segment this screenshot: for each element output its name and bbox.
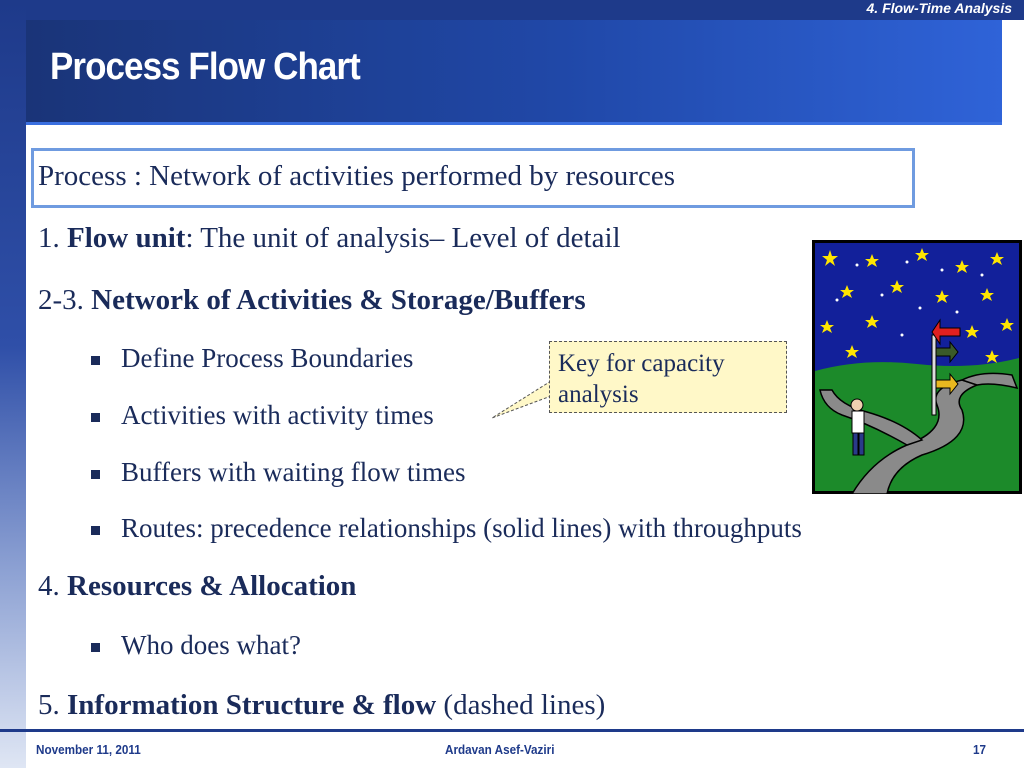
footer-rule [0,729,1024,732]
crossroads-clipart [812,240,1022,494]
item-description: : The unit of analysis– Level of detail [185,222,621,254]
item-flow-unit [38,222,621,255]
callout-text-line: analysis [558,381,639,408]
callout-text-line: Key for capacity [558,350,725,377]
item-information [38,689,605,722]
item-heading: Information Structure & flow [67,689,437,721]
bullet-item: Buffers with waiting flow times [121,457,466,487]
section-label: 4. Flow-Time Analysis [866,0,1012,16]
footer-author: Ardavan Asef-Vaziri [445,742,555,757]
bullet-marker [91,643,100,652]
bullet-marker [91,526,100,535]
footer-date: November 11, 2011 [36,742,141,757]
item-number: 2-3. [38,284,92,316]
page-title: Process Flow Chart [50,46,360,88]
item-number: 1. [38,222,67,254]
item-number: 4. [38,570,67,602]
left-decorative-strip [0,0,26,768]
item-description: (dashed lines) [436,689,606,721]
item-heading: Network of Activities & Storage/Buffers [91,284,586,316]
item-resources [38,570,356,603]
item-number: 5. [38,689,67,721]
callout-note [549,341,787,413]
page-number: 17 [973,742,987,757]
traveler-figure [851,399,864,455]
item-heading: Resources & Allocation [67,570,357,602]
bullet-marker [91,470,100,479]
bullet-item: Define Process Boundaries [121,343,414,373]
title-bar [26,20,1002,125]
bullet-item: Who does what? [121,630,301,660]
bullet-marker [91,356,100,365]
bullet-item: Activities with activity times [121,400,434,430]
bullet-marker [91,413,100,422]
bullet-item: Routes: precedence relationships (solid lines) with throughputs [121,513,802,543]
item-network [38,284,586,317]
definition-text: Process : Network of activities performed by resources [38,160,675,192]
item-heading: Flow unit [67,222,186,254]
